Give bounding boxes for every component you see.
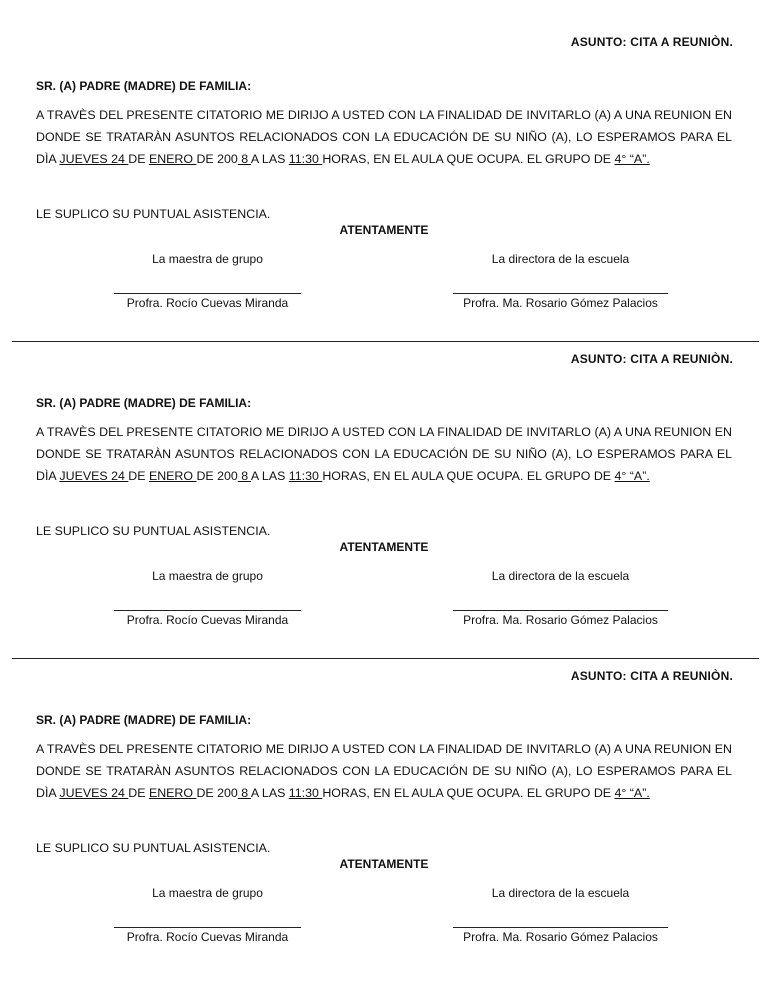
meeting-month: ENERO — [148, 468, 197, 483]
director-name: Profra. Ma. Rosario Gómez Palacios — [463, 613, 658, 627]
meeting-month: ENERO — [148, 151, 197, 166]
body-text: DE 200 — [196, 468, 238, 483]
notice-body — [36, 422, 732, 487]
meeting-year: 8 — [237, 151, 251, 166]
teacher-title: La maestra de grupo — [152, 569, 263, 583]
group-name: 4° “A”. — [614, 468, 650, 483]
director-title: La directora de la escuela — [491, 886, 630, 900]
notice-2 — [0, 340, 768, 657]
greeting: SR. (A) PADRE (MADRE) DE FAMILIA: — [36, 396, 252, 410]
body-text: A TRAVÈS DEL PRESENTE CITATORIO ME DIRIJO A USTED CON LA FINALIDAD DE INVITARLO (A) A UNA REUNION EN DONDE SE TRATARÀN ASUNTOS RELACIONADOS CON LA EDUCACIÓN DE SU NIÑO (A), LO ESPERAMOS PARA EL DÌA — [36, 742, 732, 800]
teacher-title: La maestra de grupo — [152, 252, 263, 266]
meeting-year: 8 — [237, 785, 251, 800]
director-signature-line — [453, 927, 668, 928]
teacher-name: Profra. Rocío Cuevas Miranda — [126, 296, 289, 310]
body-text: HORAS, EN EL AULA QUE OCUPA. EL GRUPO DE — [322, 785, 615, 800]
group-name: 4° “A”. — [614, 785, 650, 800]
body-text: DE — [128, 785, 149, 800]
teacher-signature-line — [114, 610, 301, 611]
regards: ATENTAMENTE — [339, 540, 429, 554]
body-text: A LAS — [250, 468, 289, 483]
subject-line: ASUNTO: CITA A REUNIÒN. — [570, 352, 733, 366]
director-title: La directora de la escuela — [491, 569, 630, 583]
regards: ATENTAMENTE — [339, 223, 429, 237]
body-text: DE — [128, 468, 149, 483]
director-signature-line — [453, 610, 668, 611]
greeting: SR. (A) PADRE (MADRE) DE FAMILIA: — [36, 79, 252, 93]
meeting-day: JUEVES 24 — [59, 468, 129, 483]
meeting-day: JUEVES 24 — [59, 151, 129, 166]
notice-1 — [0, 23, 768, 340]
teacher-name: Profra. Rocío Cuevas Miranda — [126, 613, 289, 627]
body-text: A TRAVÈS DEL PRESENTE CITATORIO ME DIRIJO A USTED CON LA FINALIDAD DE INVITARLO (A) A UNA REUNION EN DONDE SE TRATARÀN ASUNTOS RELACIONADOS CON LA EDUCACIÓN DE SU NIÑO (A), LO ESPERAMOS PARA EL DÌA — [36, 108, 732, 166]
body-text: HORAS, EN EL AULA QUE OCUPA. EL GRUPO DE — [322, 468, 615, 483]
body-text: HORAS, EN EL AULA QUE OCUPA. EL GRUPO DE — [322, 151, 615, 166]
group-name: 4° “A”. — [614, 151, 650, 166]
meeting-day: JUEVES 24 — [59, 785, 129, 800]
body-text: A LAS — [250, 785, 289, 800]
director-title: La directora de la escuela — [491, 252, 630, 266]
regards: ATENTAMENTE — [339, 857, 429, 871]
director-name: Profra. Ma. Rosario Gómez Palacios — [463, 930, 658, 944]
closing: LE SUPLICO SU PUNTUAL ASISTENCIA. — [36, 524, 271, 538]
meeting-time: 11:30 — [288, 785, 323, 800]
teacher-signature-line — [114, 927, 301, 928]
body-text: DE 200 — [196, 151, 238, 166]
director-name: Profra. Ma. Rosario Gómez Palacios — [463, 296, 658, 310]
notice-body — [36, 739, 732, 804]
meeting-month: ENERO — [148, 785, 197, 800]
meeting-time: 11:30 — [288, 151, 323, 166]
director-signature-line — [453, 293, 668, 294]
notice-body — [36, 105, 732, 170]
closing: LE SUPLICO SU PUNTUAL ASISTENCIA. — [36, 207, 271, 221]
body-text: DE 200 — [196, 785, 238, 800]
subject-line: ASUNTO: CITA A REUNIÒN. — [570, 669, 733, 683]
closing: LE SUPLICO SU PUNTUAL ASISTENCIA. — [36, 841, 271, 855]
teacher-name: Profra. Rocío Cuevas Miranda — [126, 930, 289, 944]
subject-line: ASUNTO: CITA A REUNIÒN. — [570, 35, 733, 49]
meeting-time: 11:30 — [288, 468, 323, 483]
body-text: DE — [128, 151, 149, 166]
body-text: A TRAVÈS DEL PRESENTE CITATORIO ME DIRIJO A USTED CON LA FINALIDAD DE INVITARLO (A) A UNA REUNION EN DONDE SE TRATARÀN ASUNTOS RELACIONADOS CON LA EDUCACIÓN DE SU NIÑO (A), LO ESPERAMOS PARA EL DÌA — [36, 425, 732, 483]
greeting: SR. (A) PADRE (MADRE) DE FAMILIA: — [36, 713, 252, 727]
teacher-signature-line — [114, 293, 301, 294]
teacher-title: La maestra de grupo — [152, 886, 263, 900]
body-text: A LAS — [250, 151, 289, 166]
meeting-year: 8 — [237, 468, 251, 483]
notice-3 — [0, 657, 768, 974]
